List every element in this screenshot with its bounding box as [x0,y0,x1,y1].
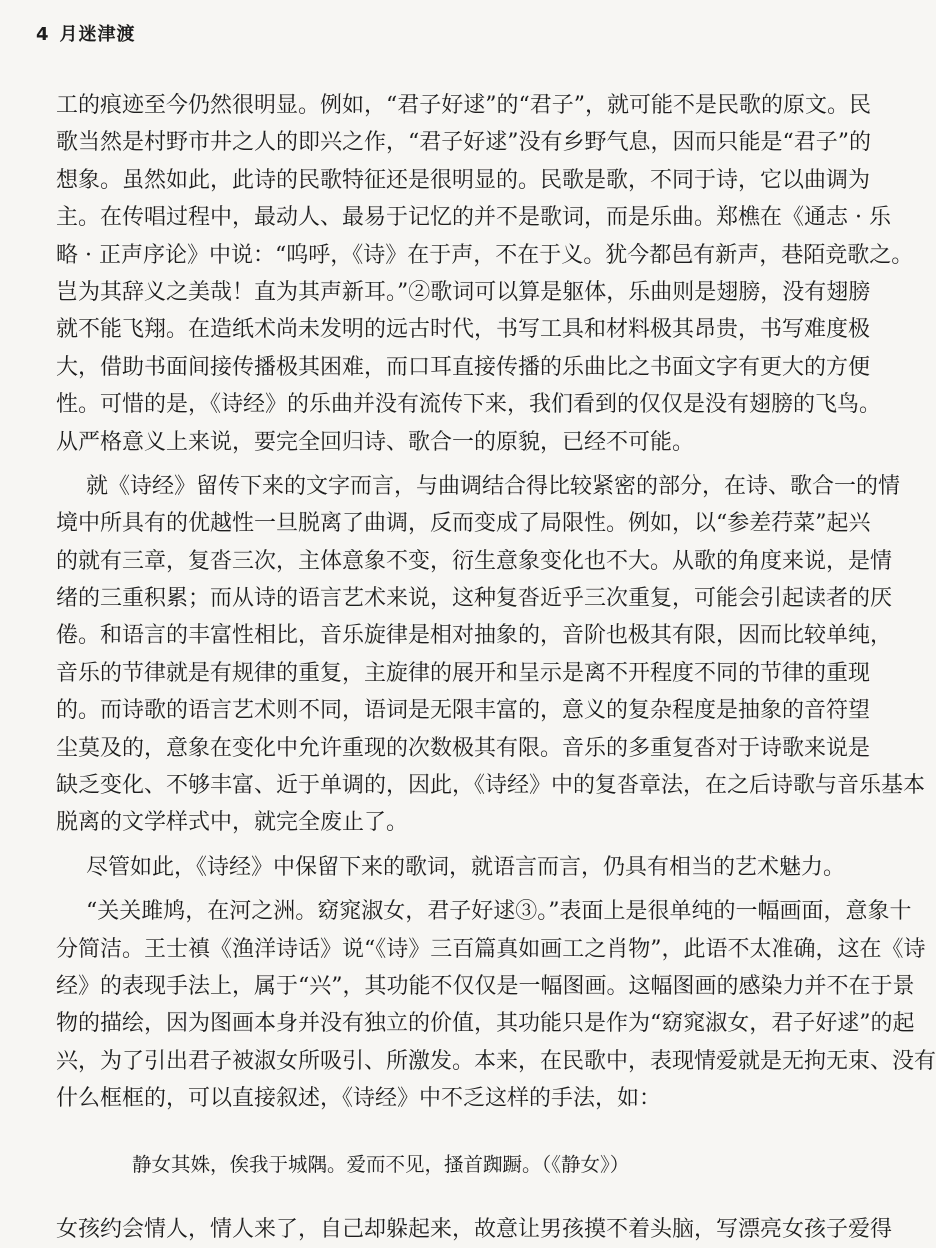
text-line: 脱离的文学样式中，就完全废止了。 [56,810,409,836]
paragraph-start: 尽管如此，《诗经》中保留下来的歌词，就语言而言，仍具有相当的艺术魅力。 [86,854,846,880]
text-line: 分简洁。王士禛《渔洋诗话》说“《诗》三百篇真如画工之肖物”，此语不太准确，这在《诗 [56,936,926,962]
text-line: 主。在传唱过程中，最动人、最易于记忆的并不是歌词，而是乐曲。郑樵在《通志 · 乐 [56,205,891,231]
text-line: 略 · 正声序论》中说：“呜呼，《诗》在于声，不在于义。犹今都邑有新声，巷陌竞歌之。 [56,242,914,268]
paragraph-start: 就《诗经》留传下来的文字而言，与曲调结合得比较紧密的部分，在诗、歌合一的情 [86,473,901,499]
text-line: 的。而诗歌的语言艺术则不同，语词是无限丰富的，意义的复杂程度是抽象的音符望 [56,698,871,724]
text-line: 尘莫及的，意象在变化中允许重现的次数极其有限。音乐的多重复沓对于诗歌来说是 [56,735,871,761]
text-line: 音乐的节律就是有规律的重复，主旋律的展开和呈示是离不开程度不同的节律的重现 [56,660,871,686]
text-line: 缺乏变化、不够丰富、近于单调的，因此，《诗经》中的复沓章法，在之后诗歌与音乐基本 [56,773,926,799]
text-line: 的就有三章，复沓三次，主体意象不变，衍生意象变化也不大。从歌的角度来说，是情 [56,548,893,574]
text-line: 物的描绘，因为图画本身并没有独立的价值，其功能只是作为“窈窕淑女，君子好逑”的起 [56,1011,915,1037]
book-title: 月迷津渡 [59,24,136,45]
text-line: 什么框框的，可以直接叙述，《诗经》中不乏这样的手法，如： [56,1086,662,1112]
text-line: 经》的表现手法上，属于“兴”，其功能不仅仅是一幅图画。这幅图画的感染力并不在于景 [56,973,915,999]
body-text [56,87,936,1248]
page-number: 4 [36,24,50,45]
text-line: 想象。虽然如此，此诗的民歌特征还是很明显的。民歌是歌，不同于诗，它以曲调为 [56,167,871,193]
text-line: 性。可惜的是，《诗经》的乐曲并没有流传下来，我们看到的仅仅是没有翅膀的飞鸟。 [56,392,882,418]
paragraph-start: “关关雎鸠，在河之洲。窈窕淑女，君子好逑③。”表面上是很单纯的一幅画面，意象十 [86,899,912,925]
text-line: 从严格意义上来说，要完全回归诗、歌合一的原貌，已经不可能。 [56,429,695,455]
text-line: 兴，为了引出君子被淑女所吸引、所激发。本来，在民歌中，表现情爱就是无拘无束、没有 [56,1048,936,1074]
text-line: 就不能飞翔。在造纸术尚未发明的远古时代，书写工具和材料极其昂贵，书写难度极 [56,317,871,343]
text-line: 歌当然是村野市井之人的即兴之作，“君子好逑”没有乡野气息，因而只能是“君子”的 [56,130,871,156]
text-line: 倦。和语言的丰富性相比，音乐旋律是相对抽象的，音阶也极其有限，因而比较单纯， [56,623,893,649]
text-line: 工的痕迹至今仍然很明显。例如，“君子好逑”的“君子”，就可能不是民歌的原文。民 [56,93,871,118]
text-line: 女孩约会情人，情人来了，自己却躲起来，故意让男孩摸不着头脑，写漂亮女孩子爱得 [56,1216,893,1242]
text-line: 绪的三重积累；而从诗的语言艺术来说，这种复沓近乎三次重复，可能会引起读者的厌 [56,586,893,612]
text-line: 境中所具有的优越性一旦脱离了曲调，反而变成了局限性。例如，以“参差荇菜”起兴 [56,511,871,537]
text-line: 岂为其辞义之美哉！直为其声新耳。”②歌词可以算是躯体，乐曲则是翅膀，没有翅膀 [56,279,871,305]
poem-quote: 静女其姝，俟我于城隅。爱而不见，搔首踟蹰。（《静女》） [132,1152,630,1176]
running-header [36,20,136,46]
text-line: 大，借助书面间接传播极其困难，而口耳直接传播的乐曲比之书面文字有更大的方便 [56,354,871,380]
